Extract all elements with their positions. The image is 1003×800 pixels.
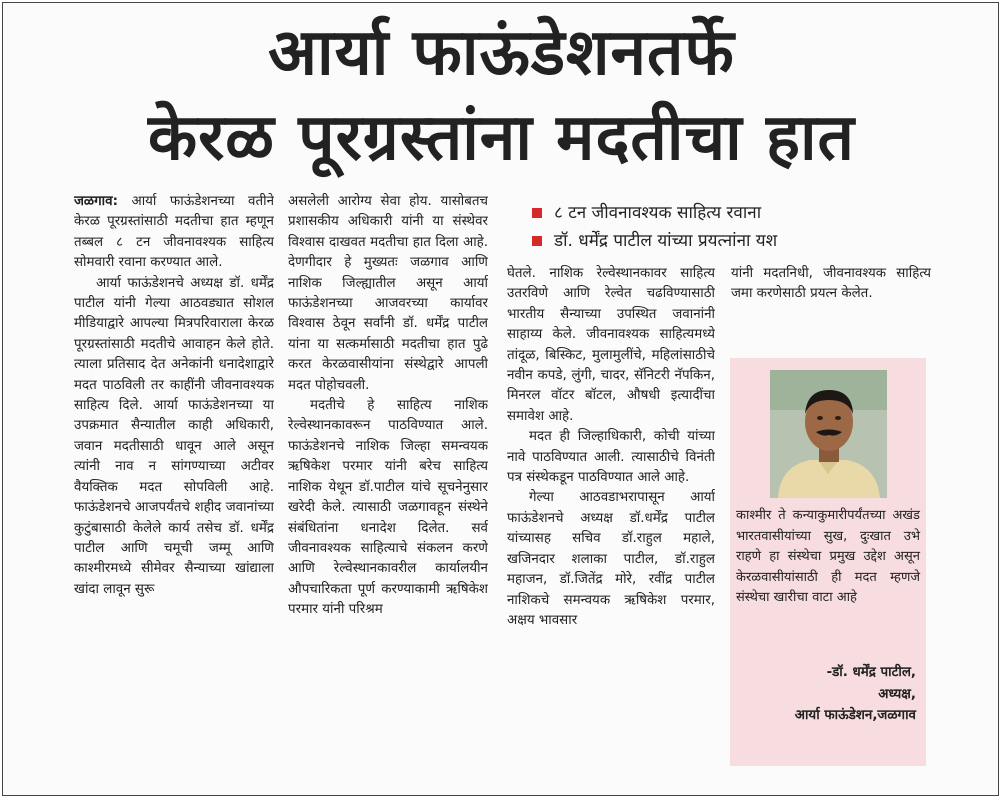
- quote-designation: अध्यक्ष,: [878, 686, 916, 702]
- article-paragraph: घेतले. नाशिक रेल्वेस्थानकावर साहित्य उतरविणे आणि रेल्वेत चढविण्यासाठी भारतीय सैन्याच्या उपस्थित जवानांनी साहाय्य केले. जीवनावश्यक साहित्यमध्ये तांदूळ, बिस्किट, मुलामुलींचे, महिलांसाठीचे नवीन कपडे, लुंगी, चादर, सॅनिटरी नॅपकिन, मिनरल वॉटर बॉटल, औषधी इत्यादींचा समावेश आहे.: [507, 266, 715, 424]
- article-paragraph: आर्या फाऊंडेशनचे अध्यक्ष डॉ. धर्मेंद्र पाटील यांनी गेल्या आठवड्यात सोशल मीडियाद्वारे आपल्या मित्रपरिवाराला केरळ पूरग्रस्तांसाठी मदतीचे आवाहन केले होते. त्याला प्रतिसाद देत अनेकांनी धनादेशाद्वारे मदत पाठविली तर काहींनी जीवनावश्यक साहित्य दिले. आर्या फाऊंडेशनच्या या उपक्रमात सैन्यातील काही अधिकारी, जवान मदतीसाठी धावून आले असून त्यांनी नाव न सांगण्याच्या अटीवर वैयक्तिक मदत सोपविली आहे. फाऊंडेशनचे आजपर्यंतचे शहीद जवानांच्या कुटुंबासाठी केलेले कार्य तसेच डॉ. धर्मेंद्र पाटील आणि चमूची जम्मू आणि काश्मीरमध्ये सीमेवर सैन्याच्या खांद्याला खांदा लावून सुरू: [74, 275, 274, 597]
- red-square-bullet-icon: [532, 236, 542, 246]
- subhead-1-text: ८ टन जीवनावश्यक साहित्य रवाना: [554, 203, 762, 223]
- quote-signature: [732, 662, 916, 727]
- article-column-3: [507, 264, 715, 784]
- quote-box: [730, 358, 926, 766]
- article-paragraph: मदतीचे हे साहित्य नाशिक रेल्वेस्थानकावरून पाठविण्यात आले. फाऊंडेशनचे नाशिक जिल्हा समन्वयक ऋषिकेश परमार यांनी बरेच साहित्य नाशिक येथून डॉ.पाटील यांचे सूचनेनुसार खरेदी केले. त्यासाठी जळगावहून संस्थेने संबंधितांना धनादेश दिलेत. सर्व जीवनावश्यक साहित्याचे संकलन करणे आणि रेल्वेस्थानकावरील कार्यालयीन औपचारिकता पूर्ण करण्याकामी ऋषिकेश परमार यांनी परिश्रम: [288, 398, 488, 618]
- paragraph-text: आर्या फाऊंडेशनच्या वतीने केरळ पूरग्रस्तांसाठी मदतीचा हात म्हणून तब्बल ८ टन जीवनावश्यक साहित्य सोमवारी रवाना करण्यात आले.: [74, 194, 274, 271]
- headline-line-2: केरळ पूरग्रस्तांना मदतीचा हात: [147, 101, 856, 175]
- article-paragraph: [74, 192, 274, 274]
- headline-line-1: आर्या फाऊंडेशनतर्फे: [268, 16, 735, 90]
- subhead-2: [532, 227, 952, 255]
- article-paragraph: मदत ही जिल्हाधिकारी, कोची यांच्या नावे पाठविण्यात आली. त्यासाठीचे विनंती पत्र संस्थेकडून पाठविण्यात आले आहे.: [507, 429, 715, 486]
- quote-author: -डॉ. धर्मेंद्र पाटील,: [826, 665, 916, 680]
- article-paragraph: गेल्या आठवडाभरापासून आर्या फाऊंडेशनचे अध्यक्ष डॉ.धर्मेंद्र पाटील यांच्यासह सचिव डॉ.राहुल महाले, खजिनदार शलाका पाटील, डॉ.राहुल महाजन, डॉ.जितेंद्र मोरे, रवींद्र पाटील नाशिकचे समन्वयक ऋषिकेश परमार, अक्षय भावसार: [507, 490, 715, 628]
- subhead-2-text: डॉ. धर्मेंद्र पाटील यांच्या प्रयत्नांना यश: [554, 231, 778, 251]
- quote-text: काश्मीर ते कन्याकुमारीपर्यंतच्या अखंड भारतवासीयांच्या सुख, दुःखात उभे राहणे हा संस्थेचा प्रमुख उद्देश असून केरळवासीयांसाठी ही मदत म्हणजे संस्थेचा खारीचा वाटा आहे: [736, 508, 920, 606]
- article-column-2: [288, 192, 488, 782]
- dateline: जळगाव:: [74, 194, 118, 209]
- person-photo: [770, 370, 887, 498]
- subhead-1: [532, 199, 952, 227]
- article-paragraph: असलेली आरोग्य सेवा होय. यासोबतच प्रशासकीय अधिकारी यांनी या संस्थेवर विश्वास दाखवत मदतीचा हात दिला आहे. देणगीदार हे मुख्यतः जळगाव आणि नाशिक जिल्ह्यातील असून आर्या फाऊंडेशनच्या आजवरच्या कार्यावर विश्वास ठेवून सर्वांनी डॉ. धर्मेंद्र पाटील यांना या सत्कर्मासाठी मदतीचा हात पुढे करत केरळवासीयांना संस्थेद्वारे आपली मदत पोहोचवली.: [288, 194, 488, 393]
- red-square-bullet-icon: [532, 208, 542, 218]
- article-column-1: [74, 192, 274, 782]
- quote-organization: आर्या फाऊंडेशन,जळगाव: [794, 708, 916, 723]
- portrait-icon: [770, 370, 887, 498]
- article-column-4: [731, 264, 931, 334]
- subheads: [532, 199, 952, 255]
- article-paragraph: यांनी मदतनिधी, जीवनावश्यक साहित्य जमा करणेसाठी प्रयत्न केलेत.: [731, 266, 931, 302]
